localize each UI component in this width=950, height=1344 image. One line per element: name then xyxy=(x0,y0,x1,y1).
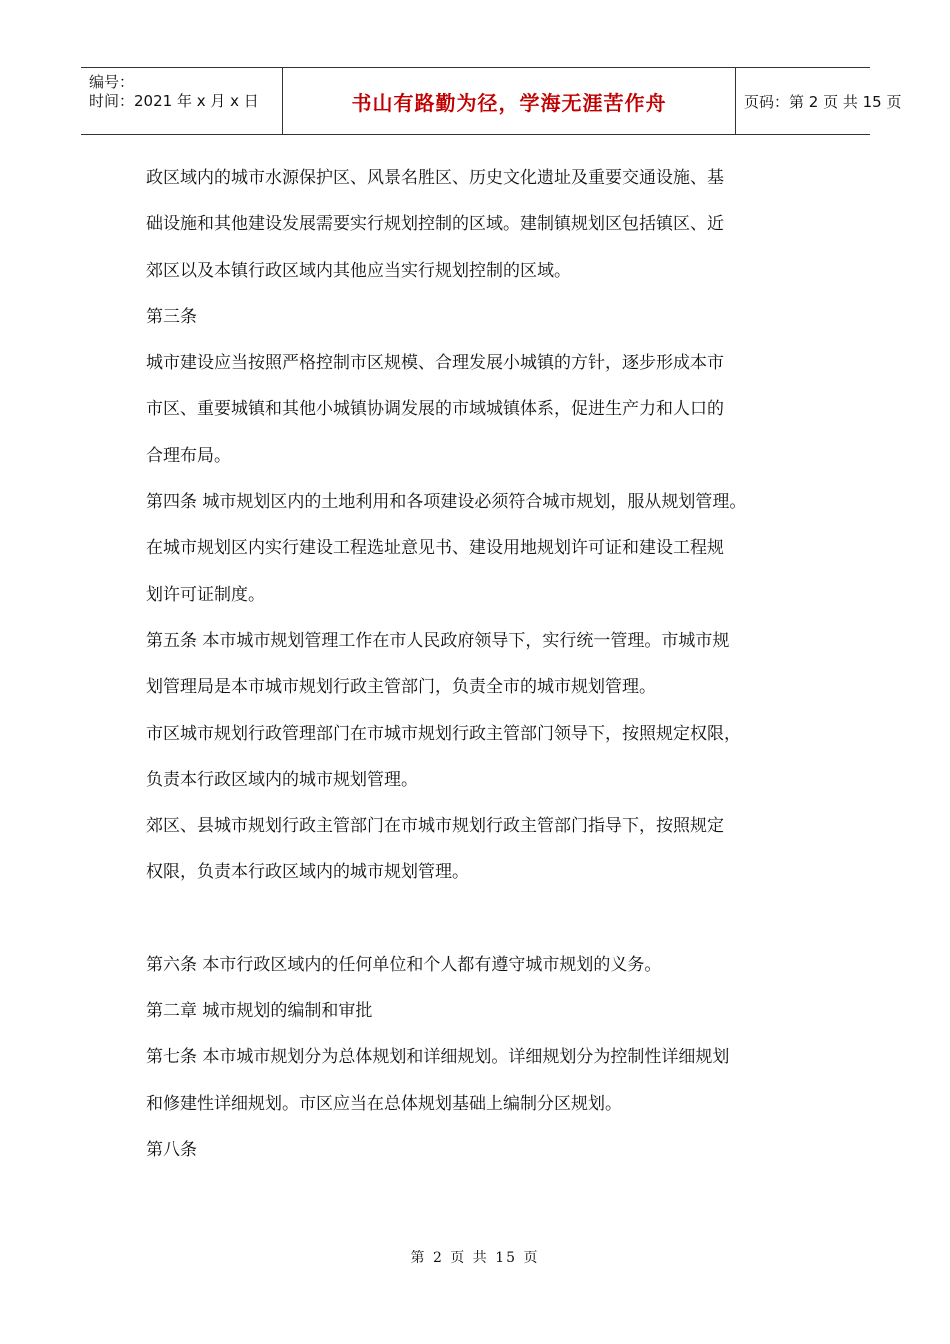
body-line: 权限，负责本行政区域内的城市规划管理。 xyxy=(146,862,469,883)
chapter-2-heading: 第二章 城市规划的编制和审批 xyxy=(146,1001,373,1022)
article-7-line: 第七条 本市城市规划分为总体规划和详细规划。详细规划分为控制性详细规划 xyxy=(146,1047,730,1068)
body-line: 础设施和其他建设发展需要实行规划控制的区域。建制镇规划区包括镇区、近 xyxy=(146,214,724,235)
body-line: 和修建性详细规划。市区应当在总体规划基础上编制分区规划。 xyxy=(146,1093,622,1114)
header-page-info: 页码：第 2 页 共 15 页 xyxy=(744,92,902,111)
header-motto-cell xyxy=(282,68,736,134)
body-line: 市区城市规划行政管理部门在市城市规划行政主管部门领导下，按照规定权限， xyxy=(146,723,741,744)
header-motto: 书山有路勤为径，学海无涯苦作舟 xyxy=(351,90,667,115)
article-5-line: 第五条 本市城市规划管理工作在市人民政府领导下，实行统一管理。市城市规 xyxy=(146,630,730,651)
header-page-cell xyxy=(736,68,902,134)
body-line: 郊区以及本镇行政区域内其他应当实行规划控制的区域。 xyxy=(146,260,571,281)
article-6-line: 第六条 本市行政区域内的任何单位和个人都有遵守城市规划的义务。 xyxy=(146,954,662,975)
body-line: 划管理局是本市城市规划行政主管部门，负责全市的城市规划管理。 xyxy=(146,677,656,698)
body-line: 政区域内的城市水源保护区、风景名胜区、历史文化遗址及重要交通设施、基 xyxy=(146,168,724,188)
document-number-label: 编号： xyxy=(89,73,135,91)
blank-line xyxy=(146,896,826,942)
document-body xyxy=(146,155,826,1173)
header-meta-cell xyxy=(81,68,282,134)
body-line: 负责本行政区域内的城市规划管理。 xyxy=(146,769,418,790)
body-line: 市区、重要城镇和其他小城镇协调发展的市域城镇体系，促进生产力和人口的 xyxy=(146,399,724,420)
page-header xyxy=(81,67,902,135)
body-line: 合理布局。 xyxy=(146,445,231,466)
document-date: 时间：2021 年 x 月 x 日 xyxy=(89,92,259,110)
article-4-line: 第四条 城市规划区内的土地利用和各项建设必须符合城市规划，服从规划管理。 xyxy=(146,492,747,513)
article-8-heading: 第八条 xyxy=(146,1139,197,1160)
page-footer: 第 2 页 共 15 页 xyxy=(410,1250,540,1266)
body-line: 在城市规划区内实行建设工程选址意见书、建设用地规划许可证和建设工程规 xyxy=(146,538,724,559)
body-line: 划许可证制度。 xyxy=(146,584,265,605)
body-line: 城市建设应当按照严格控制市区规模、合理发展小城镇的方针，逐步形成本市 xyxy=(146,353,724,374)
body-line: 郊区、县城市规划行政主管部门在市城市规划行政主管部门指导下，按照规定 xyxy=(146,816,724,837)
article-3-heading: 第三条 xyxy=(146,306,197,327)
